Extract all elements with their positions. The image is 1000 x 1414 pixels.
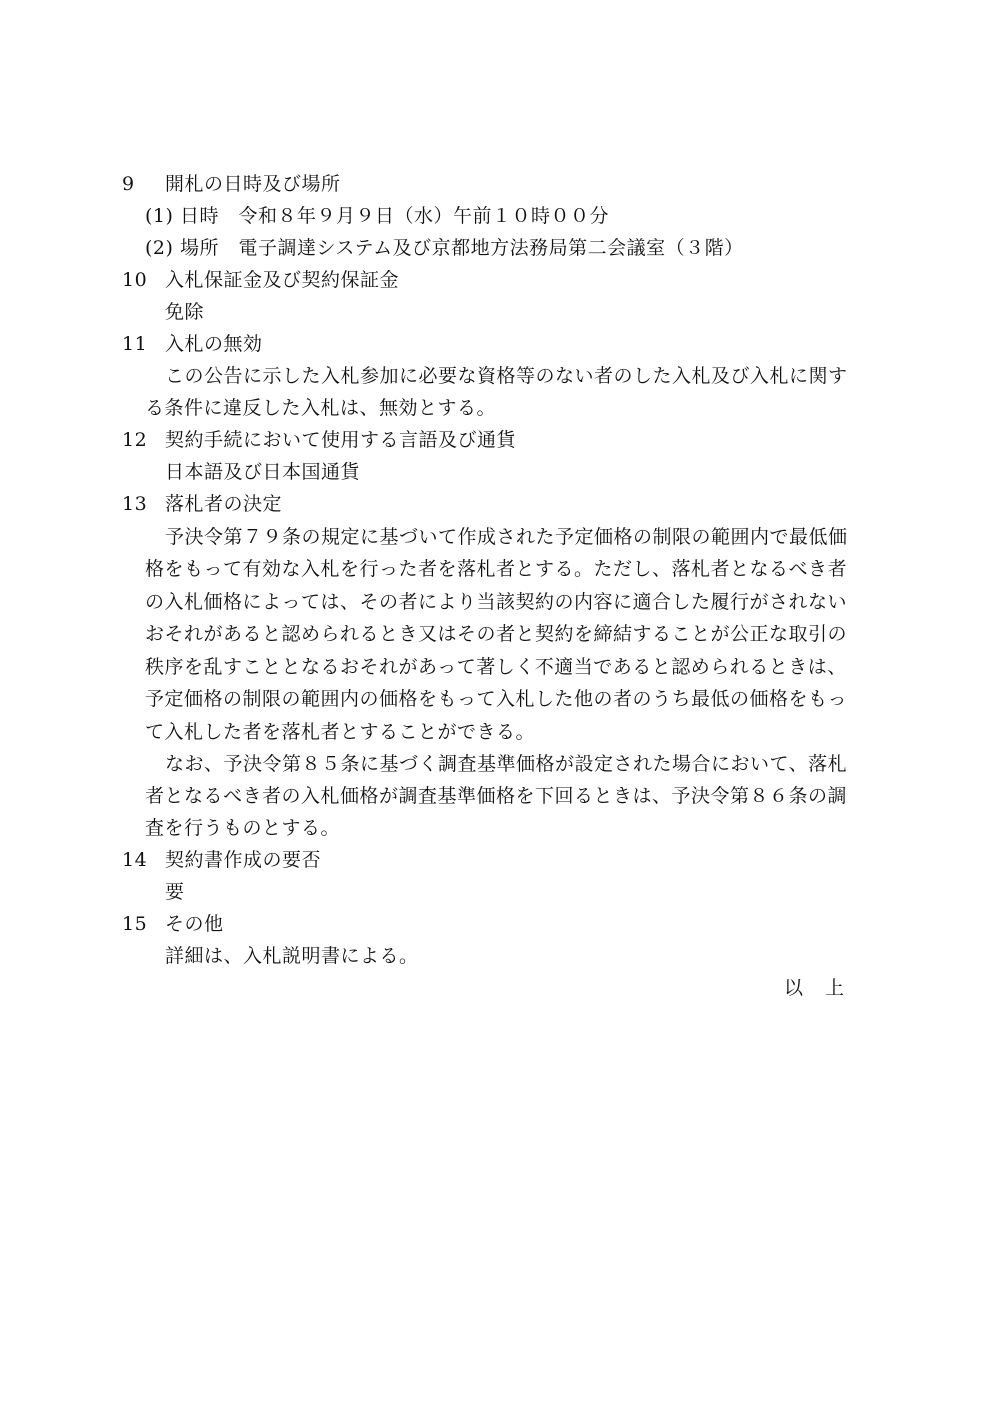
section-title: 契約手続において使用する言語及び通貨 [165, 429, 517, 451]
section-13-heading [0, 488, 1000, 520]
section-9-heading [0, 168, 1000, 200]
section-title: 落札者の決定 [165, 493, 283, 515]
section-11-body-line: この公告に示した入札参加に必要な資格等のない者のした入札及び入札に関す [165, 365, 848, 387]
section-title: 開札の日時及び場所 [165, 173, 341, 195]
section-number: 11 [122, 333, 148, 355]
item-label: (1) [145, 205, 174, 227]
item-text: 場所 電子調達システム及び京都地方法務局第二会議室（３階） [179, 237, 744, 259]
section-12-body: 日本語及び日本国通貨 [165, 461, 361, 483]
closing-mark: 以上 [784, 977, 867, 999]
section-14-heading [0, 844, 1000, 876]
section-13-body-line: 秩序を乱すこととなるおそれがあって著しく不適当であると認められるときは、 [145, 656, 847, 678]
section-number: 10 [122, 269, 148, 291]
section-number: 9 [122, 173, 135, 195]
section-13-body-line: 者となるべき者の入札価格が調査基準価格を下回るときは、予決令第８６条の調 [145, 785, 848, 807]
section-14-body: 要 [165, 881, 185, 903]
section-13-body-line: 予決令第７９条の規定に基づいて作成された予定価格の制限の範囲内で最低価 [165, 526, 848, 548]
section-13-body-line: の入札価格によっては、その者により当該契約の内容に適合した履行がされない [145, 591, 848, 613]
section-title: 契約書作成の要否 [165, 849, 322, 871]
section-13-body-line: て入札した者を落札者とすることができる。 [145, 721, 536, 743]
section-15-heading [0, 908, 1000, 940]
section-13-body-line: おそれがあると認められるとき又はその者と契約を締結することが公正な取引の [145, 623, 848, 645]
section-13-body-line: 格をもって有効な入札を行った者を落札者とする。ただし、落札者となるべき者 [145, 558, 848, 580]
section-title: その他 [165, 913, 224, 935]
section-15-body: 詳細は、入札説明書による。 [165, 945, 419, 967]
section-12-heading [0, 424, 1000, 456]
section-9-item-2 [145, 232, 744, 264]
section-13-body-line: なお、予決令第８５条に基づく調査基準価格が設定された場合において、落札 [165, 753, 848, 775]
item-text: 日時 令和８年９月９日（水）午前１０時００分 [179, 205, 609, 227]
item-label: (2) [145, 237, 174, 259]
section-10-heading [0, 264, 1000, 296]
section-title: 入札の無効 [165, 333, 263, 355]
section-title: 入札保証金及び契約保証金 [165, 269, 400, 291]
section-11-body-line: る条件に違反した入札は、無効とする。 [145, 397, 497, 419]
section-number: 12 [122, 429, 148, 451]
section-number: 14 [122, 849, 148, 871]
section-11-heading [0, 328, 1000, 360]
section-number: 15 [122, 913, 148, 935]
section-13-body-line: 査を行うものとする。 [145, 817, 341, 839]
section-9-item-1 [145, 200, 609, 232]
section-number: 13 [122, 493, 148, 515]
section-13-body-line: 予定価格の制限の範囲内の価格をもって入札した他の者のうち最低の価格をもっ [145, 688, 848, 710]
section-10-body: 免除 [165, 301, 205, 323]
